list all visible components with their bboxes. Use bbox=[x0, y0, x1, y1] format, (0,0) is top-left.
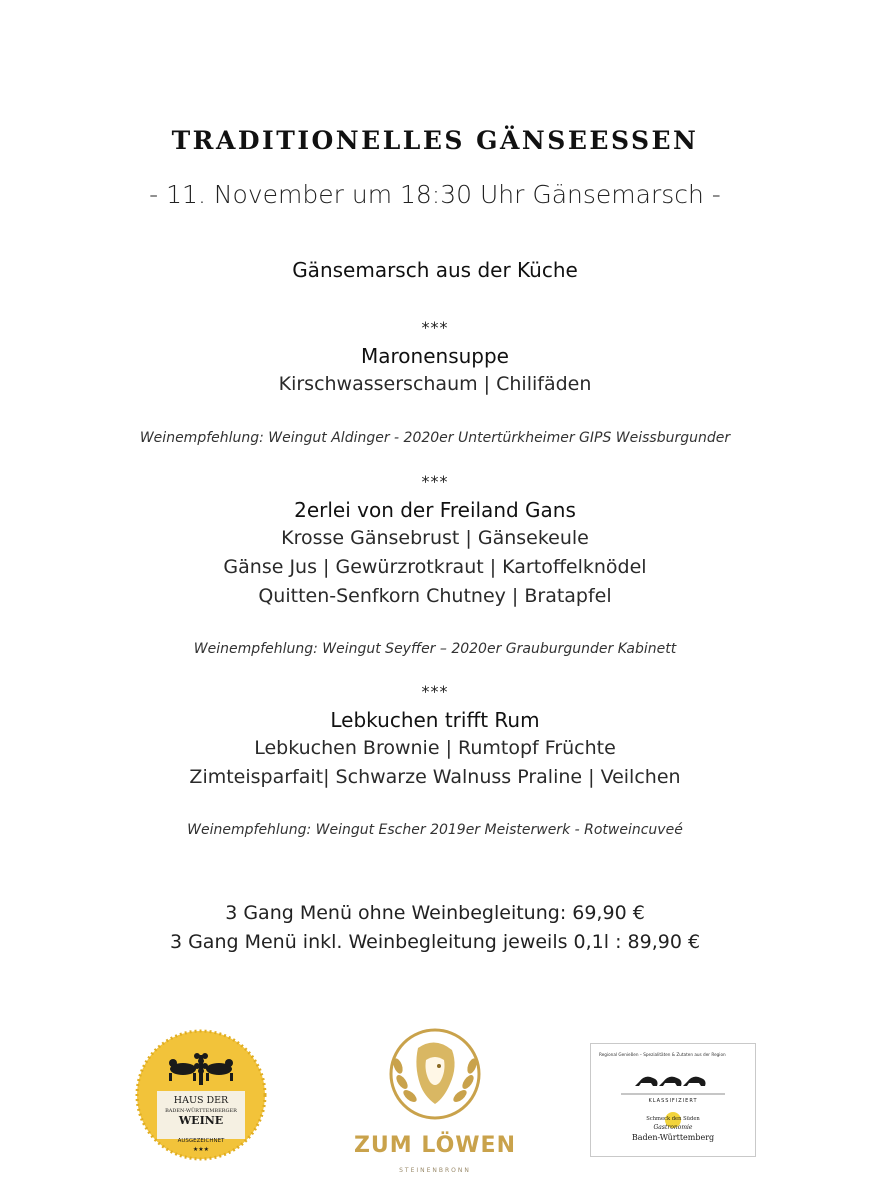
course-2-line-2: Gänse Jus | Gewürzrotkraut | Kartoffelknödel bbox=[223, 556, 647, 578]
sbw-logo-line2: Gastronomie bbox=[653, 1124, 693, 1131]
haus-logo-line3: WEINE bbox=[178, 1114, 224, 1127]
separator-stars: *** bbox=[421, 318, 449, 337]
separator-stars: *** bbox=[421, 472, 449, 491]
goose-march-heading: Gänsemarsch aus der Küche bbox=[292, 258, 578, 282]
menu-title: TRADITIONELLES GÄNSEESSEN bbox=[171, 126, 699, 155]
course-1-wine: Weinempfehlung: Weingut Aldinger - 2020er Untertürkheimer GIPS Weissburgunder bbox=[139, 430, 731, 446]
schmeck-den-sueden-logo bbox=[590, 1043, 756, 1157]
event-subtitle: - 11. November um 18:30 Uhr Gänsemarsch - bbox=[149, 180, 721, 209]
sbw-logo-line3: Baden-Württemberg bbox=[631, 1133, 715, 1142]
course-2-line-1: Krosse Gänsebrust | Gänsekeule bbox=[281, 527, 589, 549]
course-2-wine: Weinempfehlung: Weingut Seyffer – 2020er Grauburgunder Kabinett bbox=[193, 641, 677, 657]
haus-logo-line2: BADEN-WÜRTTEMBERGER bbox=[165, 1108, 237, 1114]
course-3-line-1: Lebkuchen Brownie | Rumtopf Früchte bbox=[254, 737, 616, 759]
haus-logo-stars: ★★★ bbox=[192, 1146, 210, 1153]
zum-loewen-logo bbox=[340, 1026, 530, 1176]
separator-stars: *** bbox=[421, 682, 449, 701]
sbw-logo-top: Regional Genießen – Spezialitäten & Zutaten aus der Region bbox=[599, 1052, 726, 1057]
course-3-title: Lebkuchen trifft Rum bbox=[330, 708, 540, 732]
sbw-logo-line1: Schmeck den Süden bbox=[646, 1116, 700, 1122]
price-without-wine: 3 Gang Menü ohne Weinbegleitung: 69,90 € bbox=[225, 902, 645, 924]
haus-logo-line4: AUSGEZEICHNET bbox=[177, 1138, 225, 1144]
price-with-wine: 3 Gang Menü inkl. Weinbegleitung jeweils 0,1l : 89,90 € bbox=[169, 931, 701, 953]
loewe-logo-place: STEINENBRONN bbox=[399, 1167, 471, 1174]
course-1-title: Maronensuppe bbox=[361, 344, 509, 368]
course-3-wine: Weinempfehlung: Weingut Escher 2019er Meisterwerk - Rotweincuveé bbox=[187, 822, 683, 838]
haus-der-weine-seal-logo bbox=[135, 1029, 267, 1161]
course-2-line-3: Quitten-Senfkorn Chutney | Bratapfel bbox=[258, 585, 612, 607]
sbw-logo-badge: KLASSIFIZIERT bbox=[648, 1098, 698, 1104]
loewe-logo-name: ZUM LÖWEN bbox=[353, 1133, 517, 1158]
course-1-line-1: Kirschwasserschaum | Chilifäden bbox=[278, 373, 592, 395]
haus-logo-line1: HAUS DER bbox=[173, 1095, 229, 1106]
course-3-line-2: Zimteisparfait| Schwarze Walnuss Praline | Veilchen bbox=[189, 766, 681, 788]
course-2-title: 2erlei von der Freiland Gans bbox=[294, 498, 576, 522]
